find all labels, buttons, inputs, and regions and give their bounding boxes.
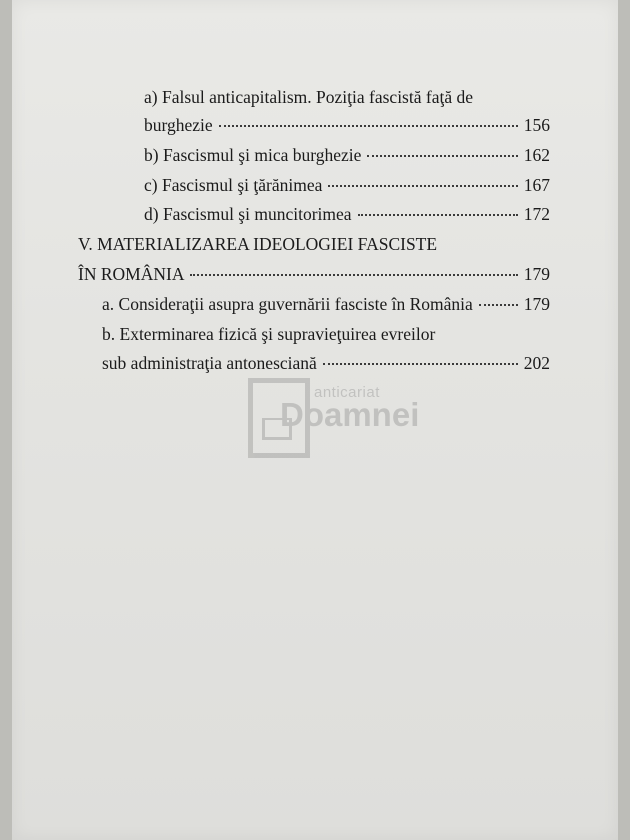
toc-chapter-5-line1: V. MATERIALIZAREA IDEOLOGIEI FASCISTE <box>78 234 438 254</box>
toc-entry-b-page: 162 <box>523 145 550 165</box>
book-page <box>12 0 618 840</box>
toc-section-a-page: 179 <box>523 294 550 314</box>
toc-section-a-label: a. Consideraţii asupra guvernării fasciste în România <box>102 294 473 314</box>
toc-entry-c-label: c) Fascismul şi ţărănimea <box>144 175 323 195</box>
toc-chapter-5-label: ÎN ROMÂNIA <box>78 264 185 284</box>
toc-section-b-label: sub administraţia antonesciană <box>102 353 317 373</box>
dot-leader <box>358 214 518 216</box>
toc-entry-a-line1: a) Falsul anticapitalism. Poziţia fascistă faţă de <box>144 87 473 107</box>
toc-entry-c-page: 167 <box>523 175 550 195</box>
toc-entry-a-page: 156 <box>523 115 550 135</box>
toc-section-b-line1: b. Exterminarea fizică şi supravieţuirea evreilor <box>102 324 436 344</box>
toc-entry-d <box>144 203 550 225</box>
toc-chapter-5-page: 179 <box>523 264 550 284</box>
watermark-small-text: anticariat <box>314 384 380 401</box>
toc-entry-b-label: b) Fascismul şi mica burghezie <box>144 145 362 165</box>
dot-leader <box>479 304 518 306</box>
watermark-big-text: Doamnei <box>280 396 420 433</box>
toc-section-a <box>102 293 550 315</box>
toc-entry-d-label: d) Fascismul şi muncitorimea <box>144 204 352 224</box>
toc-section-b <box>102 352 550 374</box>
toc-entry-d-page: 172 <box>523 204 550 224</box>
toc-section-b-page: 202 <box>523 353 550 373</box>
toc-entry-c <box>144 174 550 196</box>
toc-entry-b <box>144 144 550 166</box>
dot-leader <box>323 363 518 365</box>
dot-leader <box>367 155 517 157</box>
toc-chapter-5 <box>78 263 550 285</box>
toc-entry-a-label: burghezie <box>144 115 213 135</box>
watermark-logo <box>248 378 438 468</box>
dot-leader <box>219 125 518 127</box>
dot-leader <box>190 274 517 276</box>
toc-entry-a <box>144 114 550 136</box>
dot-leader <box>328 185 517 187</box>
